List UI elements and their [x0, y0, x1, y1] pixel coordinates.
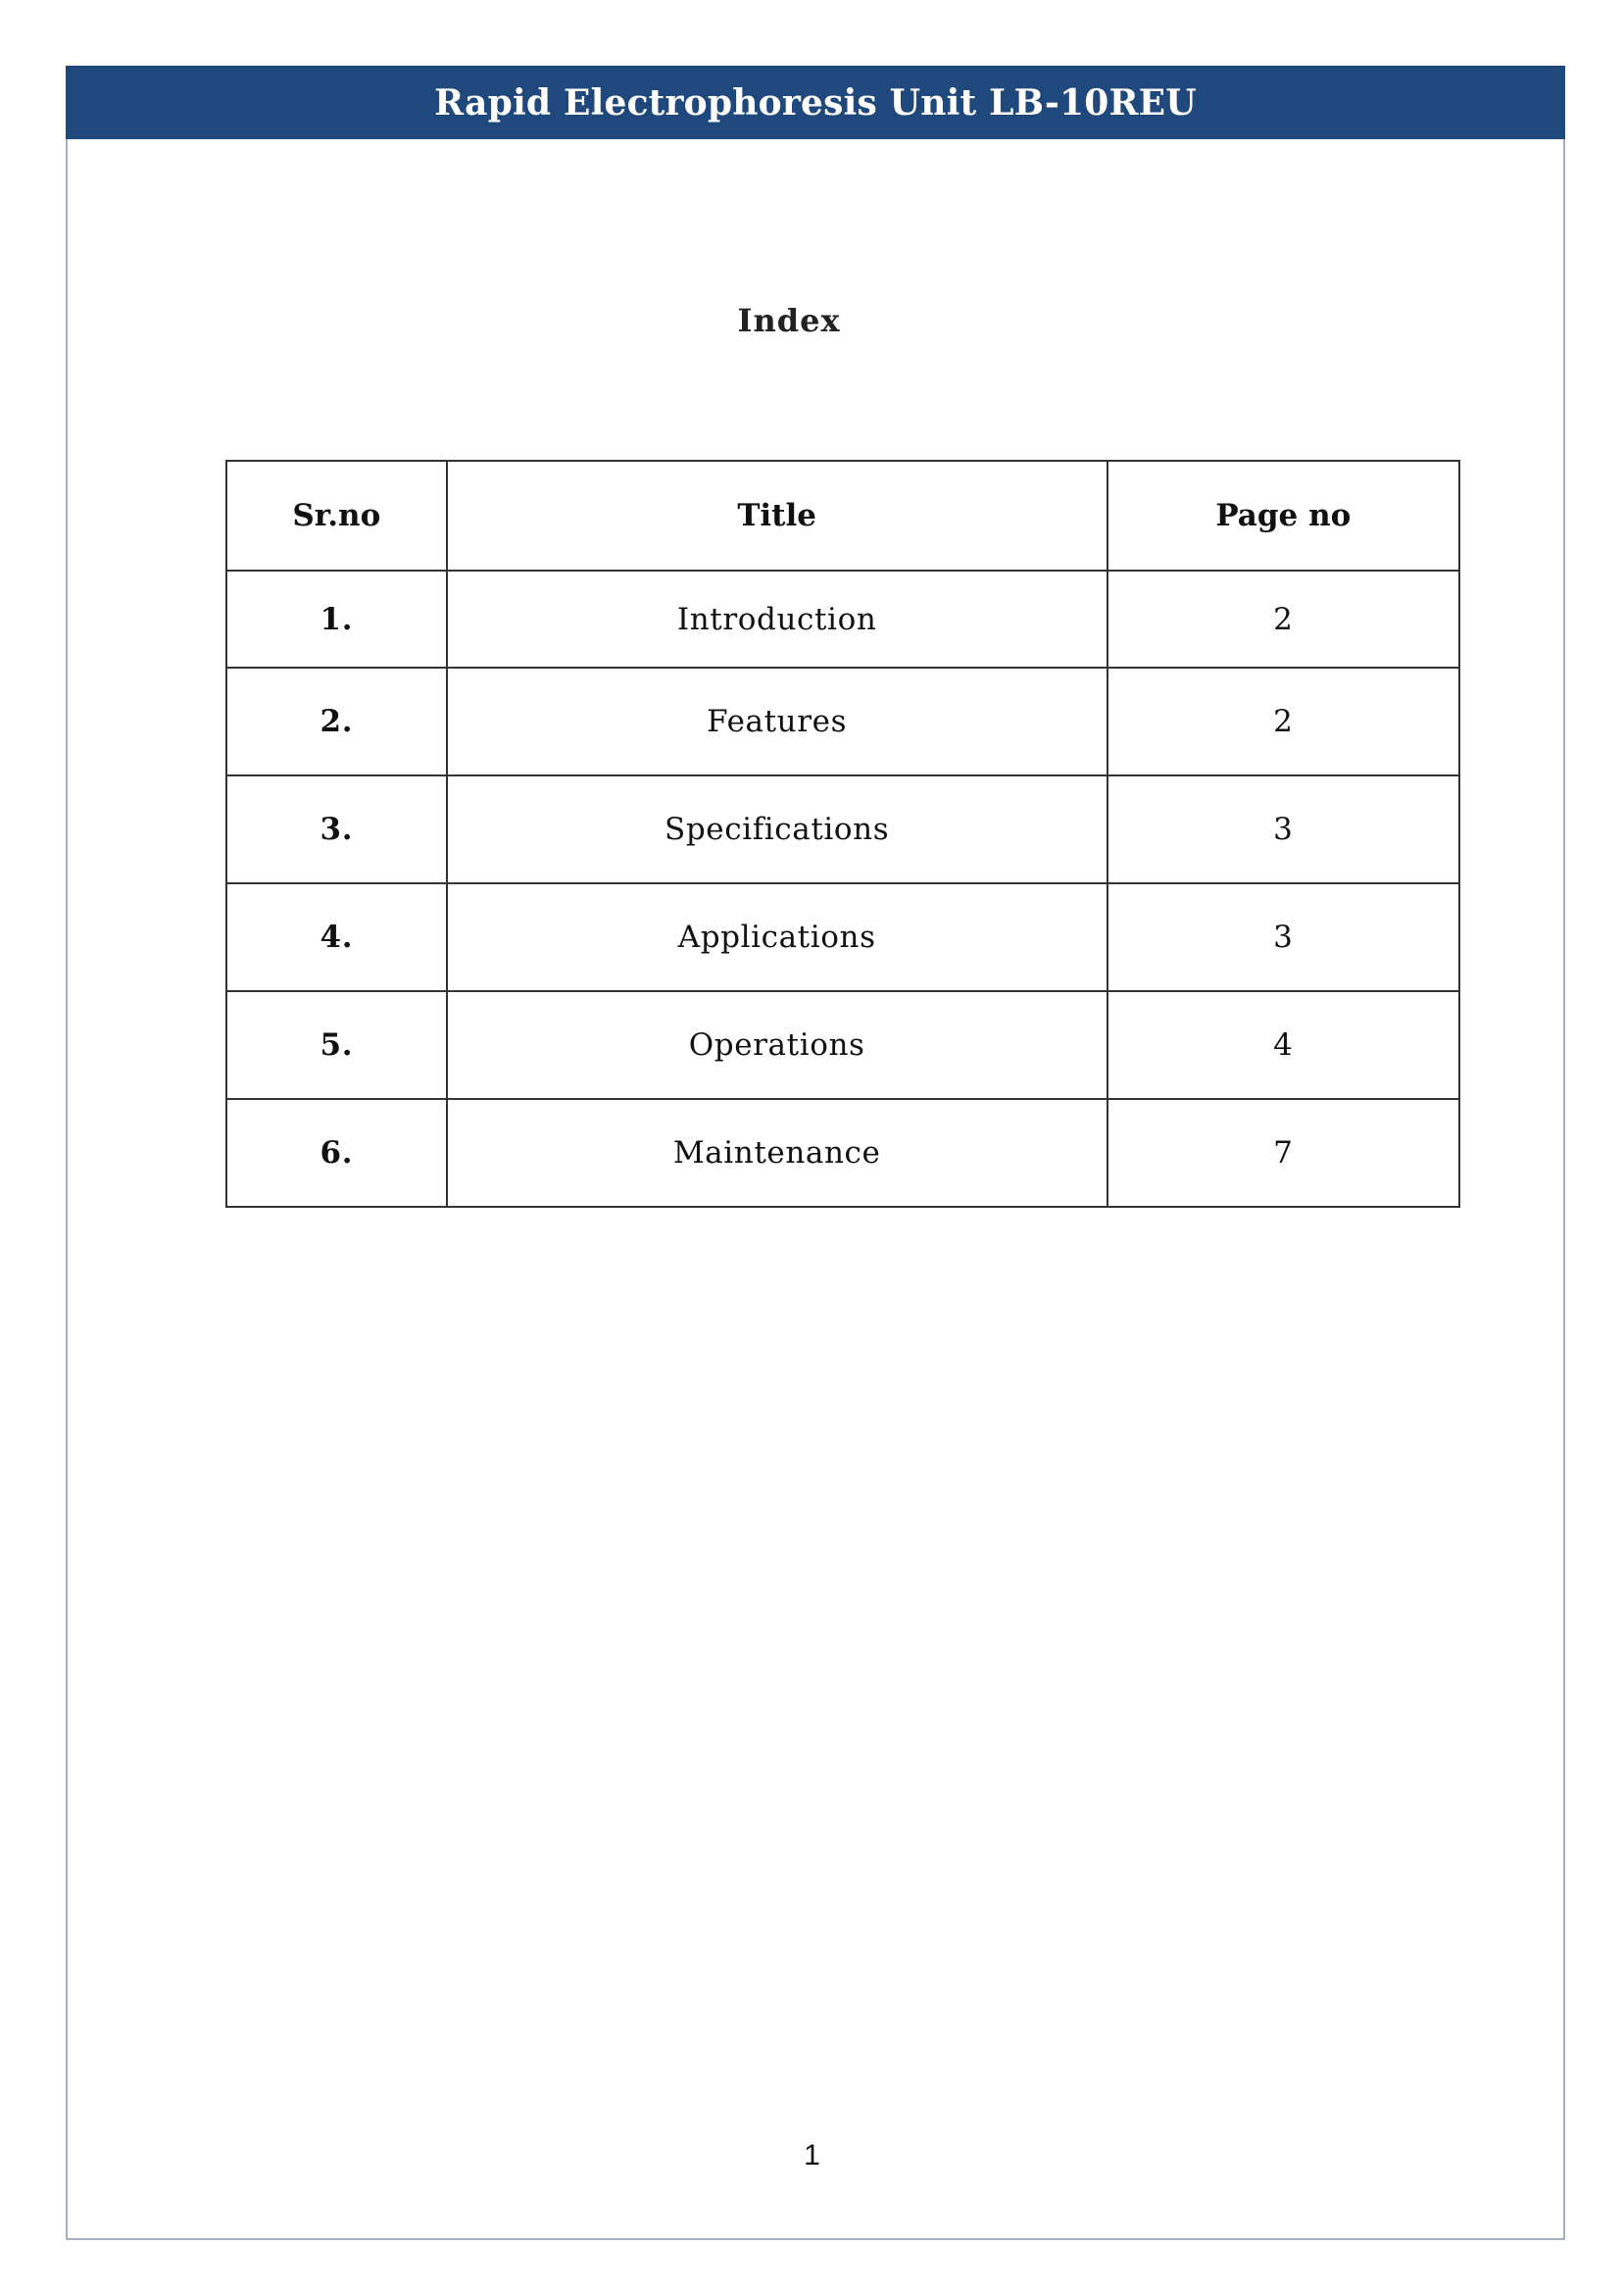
row-title: Introduction: [447, 571, 1107, 668]
row-title: Maintenance: [447, 1099, 1107, 1207]
row-sr-no: 4.: [226, 883, 447, 991]
page-number: 1: [804, 2139, 820, 2171]
row-sr-no: 5.: [226, 991, 447, 1099]
row-page-no: 3: [1107, 883, 1459, 991]
table-row: [226, 1099, 1459, 1207]
row-page-no: 3: [1107, 775, 1459, 883]
row-page-no: 4: [1107, 991, 1459, 1099]
row-title: Specifications: [447, 775, 1107, 883]
table-row: [226, 668, 1459, 775]
column-header-title: Title: [447, 461, 1107, 571]
row-page-no: 7: [1107, 1099, 1459, 1207]
table-row: [226, 775, 1459, 883]
row-title: Operations: [447, 991, 1107, 1099]
column-header-sr-no: Sr.no: [226, 461, 447, 571]
index-heading: Index: [737, 302, 841, 339]
row-sr-no: 2.: [226, 668, 447, 775]
column-header-page-no: Page no: [1107, 461, 1459, 571]
row-sr-no: 3.: [226, 775, 447, 883]
table-row: [226, 883, 1459, 991]
table-row: [226, 571, 1459, 668]
table-row: [226, 991, 1459, 1099]
document-title: Rapid Electrophoresis Unit LB-10REU: [434, 81, 1197, 124]
document-header: [66, 66, 1565, 139]
index-table: [225, 460, 1460, 1208]
row-page-no: 2: [1107, 571, 1459, 668]
table-header-row: [226, 461, 1459, 571]
row-sr-no: 1.: [226, 571, 447, 668]
row-title: Applications: [447, 883, 1107, 991]
row-sr-no: 6.: [226, 1099, 447, 1207]
row-page-no: 2: [1107, 668, 1459, 775]
row-title: Features: [447, 668, 1107, 775]
